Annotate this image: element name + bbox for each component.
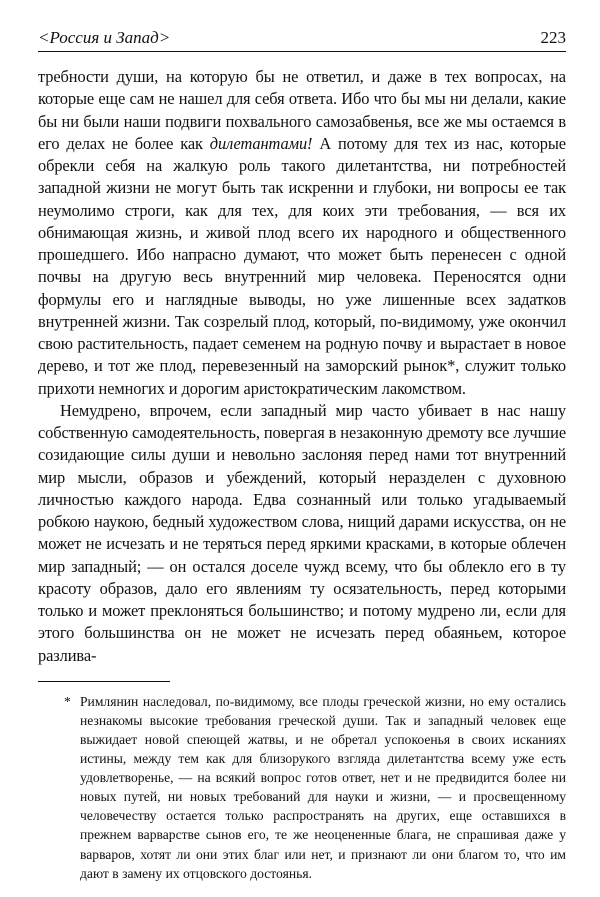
paragraph-1: [38, 66, 566, 400]
footnote-text: Римлянин наследовал, по-видимому, все плоды греческой жизни, но ему остались незнакомы высокие требования греческой души. Так и западный человек еще выжидает новой спеющей жатвы, и не обретал успокоенья в своих исканиях истины, между тем как для близорукого взгляда дилетантства всему уже есть удовлетворенье, — на всякий вопрос готов ответ, нет и не предвидится более ни новых путей, ни новых требований для науки и жизни, — и просвещенному человечеству остается только распространять на других, еще оставшихся в прежнем варварстве сынов его, те же неоцененные блага, не спрашивая даже у варваров, хотят ли они этих благ или нет, и признают ли они благом то, что им дают в замену их отцовского достоянья.: [80, 693, 566, 881]
running-header: [38, 28, 566, 52]
paragraph-1-text-a: требности души, на которую бы не ответил, и даже в тех вопросах, на которые еще сам не нашел для себя ответа. Ибо что бы мы ни делали, какие бы ни были наши подвиги похвального самозабвенья, все же мы остаемся в его делах не более как: [38, 67, 566, 153]
footnote-divider: [38, 681, 170, 682]
footnote-marker: *: [64, 693, 71, 709]
paragraph-1-text-b: А потому для тех из нас, которые обрекли себя на жалкую роль такого дилетантства, ни потребностей западной жизни не могут быть так искренни и глубоки, ни вопросы ее так неумолимо строги, как для тех, для коих эти требования, — вся их обнимающая жизнь, и живой плод всего их народного и общественного прошедшего. Ибо напрасно думают, что может быть перенесен с одной почвы на другую весь внутренний мир человека. Переносятся одни формулы его и наглядные выводы, но уже лишенные всех задатков внутренней жизни. Так созрелый плод, который, по-видимому, уже окончил свою растительность, падает семенем на родную почву и вырастает в новое дерево, и тот же плод, перевезенный на заморский рынок: [38, 133, 566, 376]
book-page: [38, 28, 566, 883]
emphasis-dilettantes: дилетантами!: [209, 133, 313, 153]
footnote: [38, 692, 566, 883]
paragraph-2: Немудрено, впрочем, если западный мир часто убивает в нас нашу собственную самодеятельность, повергая в незаконную дремоту все лучшие созидающие силы души и невольно заслоняя перед нами тот внутренний мир мысли, образов и убеждений, который неразделен с духовною личностью каждого народа. Едва сознанный или только угадываемый робкою наукою, бедный художеством слова, нищий дарами искусства, он не может не исчезать и не теряться перед яркими красками, в которые облечен мир западный; — он остался доселе чужд всему, что бы облекло его в ту красоту образов, дало его явлениям ту осязательность, перед которыми только и может преклоняться большинство; и потому мудрено ли, если для этого большинства он не может не исчезать перед обаяньем, которое разлива-: [38, 400, 566, 665]
main-text: [38, 66, 566, 667]
footnote-reference: *: [447, 356, 456, 376]
running-title: <Россия и Запад>: [38, 28, 171, 47]
paragraph-1-text-c: , служит только прихоти немногих и дорогим аристократическим лакомством.: [38, 356, 566, 398]
page-number: 223: [540, 28, 566, 47]
